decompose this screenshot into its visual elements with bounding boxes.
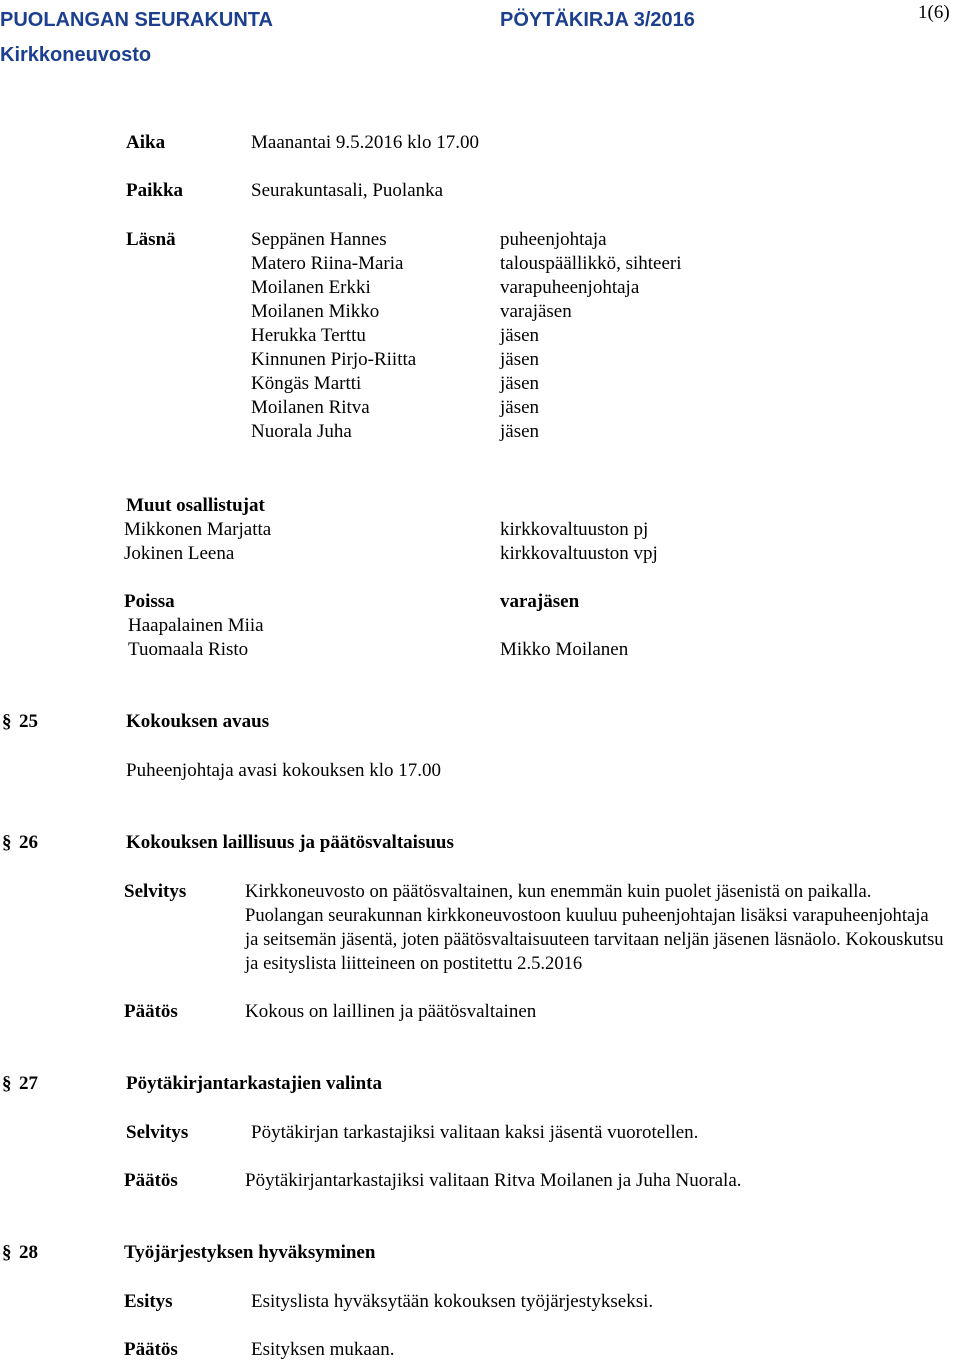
paatos-text: Kokous on laillinen ja päätösvaltainen <box>245 1001 537 1022</box>
other-role: kirkkovaltuuston pj <box>500 519 649 540</box>
present-role: talouspäällikkö, sihteeri <box>500 253 682 274</box>
selvitys-label: Selvitys <box>124 881 187 902</box>
present-role: puheenjohtaja <box>500 229 607 250</box>
other-role: kirkkovaltuuston vpj <box>500 543 658 564</box>
paatos-text: Pöytäkirjantarkastajiksi valitaan Ritva Moilanen ja Juha Nuorala. <box>245 1170 742 1191</box>
document-title: PÖYTÄKIRJA 3/2016 <box>500 9 695 31</box>
others-heading: Muut osallistujat <box>126 495 265 516</box>
section-title: Työjärjestyksen hyväksyminen <box>124 1242 376 1263</box>
present-names <box>251 228 416 444</box>
other-name: Mikkonen Marjatta <box>124 519 272 540</box>
present-role: varapuheenjohtaja <box>500 277 640 298</box>
section-title: Kokouksen laillisuus ja päätösvaltaisuus <box>126 832 454 853</box>
absent-role-heading: varajäsen <box>500 591 580 612</box>
present-name: Matero Riina-Maria <box>251 253 404 274</box>
section-symbol: § <box>2 711 12 732</box>
absent-name: Tuomaala Risto <box>128 639 249 660</box>
absent-substitute: Mikko Moilanen <box>500 639 629 660</box>
section-number: 28 <box>19 1242 38 1263</box>
paikka-label: Paikka <box>126 180 184 201</box>
selvitys-text: Kirkkoneuvosto on päätösvaltainen, kun enemmän kuin puolet jäsenistä on paikalla. Puolangan seurakunnan kirkkoneuvostoon kuuluu puheenjohtajan lisäksi varapuheenjohtaja ja seitsemän jäsentä, joten päätösvaltaisuuteen tarvitaan neljän jäsenen läsnäolo. Kokouskutsu ja esityslista liitteineen on postitettu 2.5.2016 <box>245 881 944 974</box>
esitys-label: Esitys <box>124 1291 173 1312</box>
present-name: Herukka Terttu <box>251 325 366 346</box>
present-name: Köngäs Martti <box>251 373 362 394</box>
section-number: 27 <box>19 1073 38 1094</box>
present-name: Moilanen Mikko <box>251 301 380 322</box>
org-name: PUOLANGAN SEURAKUNTA <box>0 9 273 31</box>
paatos-label: Päätös <box>124 1339 178 1360</box>
paatos-text: Esityksen mukaan. <box>251 1339 395 1360</box>
present-name: Kinnunen Pirjo-Riitta <box>251 349 417 370</box>
present-role: jäsen <box>500 325 540 346</box>
paikka-value: Seurakuntasali, Puolanka <box>251 180 444 201</box>
aika-label: Aika <box>126 132 166 153</box>
body-name: Kirkkoneuvosto <box>0 44 152 66</box>
section-number: 26 <box>19 832 38 853</box>
other-name: Jokinen Leena <box>124 543 235 564</box>
present-name: Nuorala Juha <box>251 421 352 442</box>
selvitys-text: Pöytäkirjan tarkastajiksi valitaan kaksi jäsentä vuorotellen. <box>251 1122 699 1143</box>
esitys-text: Esityslista hyväksytään kokouksen työjärjestykseksi. <box>251 1291 654 1312</box>
section-text: Puheenjohtaja avasi kokouksen klo 17.00 <box>126 760 442 781</box>
section-symbol: § <box>2 1073 12 1094</box>
section-symbol: § <box>2 832 12 853</box>
present-role: jäsen <box>500 421 540 442</box>
selvitys-label: Selvitys <box>126 1122 189 1143</box>
section-symbol: § <box>2 1242 12 1263</box>
present-name: Moilanen Erkki <box>251 277 371 298</box>
present-roles <box>500 228 682 444</box>
paatos-label: Päätös <box>124 1001 178 1022</box>
present-name: Moilanen Ritva <box>251 397 370 418</box>
section-title: Pöytäkirjantarkastajien valinta <box>126 1073 382 1094</box>
absent-heading: Poissa <box>124 591 175 612</box>
aika-value: Maanantai 9.5.2016 klo 17.00 <box>251 132 479 153</box>
present-role: varajäsen <box>500 301 572 322</box>
section-title: Kokouksen avaus <box>126 711 270 732</box>
present-role: jäsen <box>500 373 540 394</box>
page-number: 1(6) <box>918 2 950 23</box>
section-number: 25 <box>19 711 38 732</box>
paatos-label: Päätös <box>124 1170 178 1191</box>
present-role: jäsen <box>500 349 540 370</box>
present-role: jäsen <box>500 397 540 418</box>
absent-name: Haapalainen Miia <box>128 615 264 636</box>
present-name: Seppänen Hannes <box>251 229 387 250</box>
lasna-label: Läsnä <box>126 229 176 250</box>
